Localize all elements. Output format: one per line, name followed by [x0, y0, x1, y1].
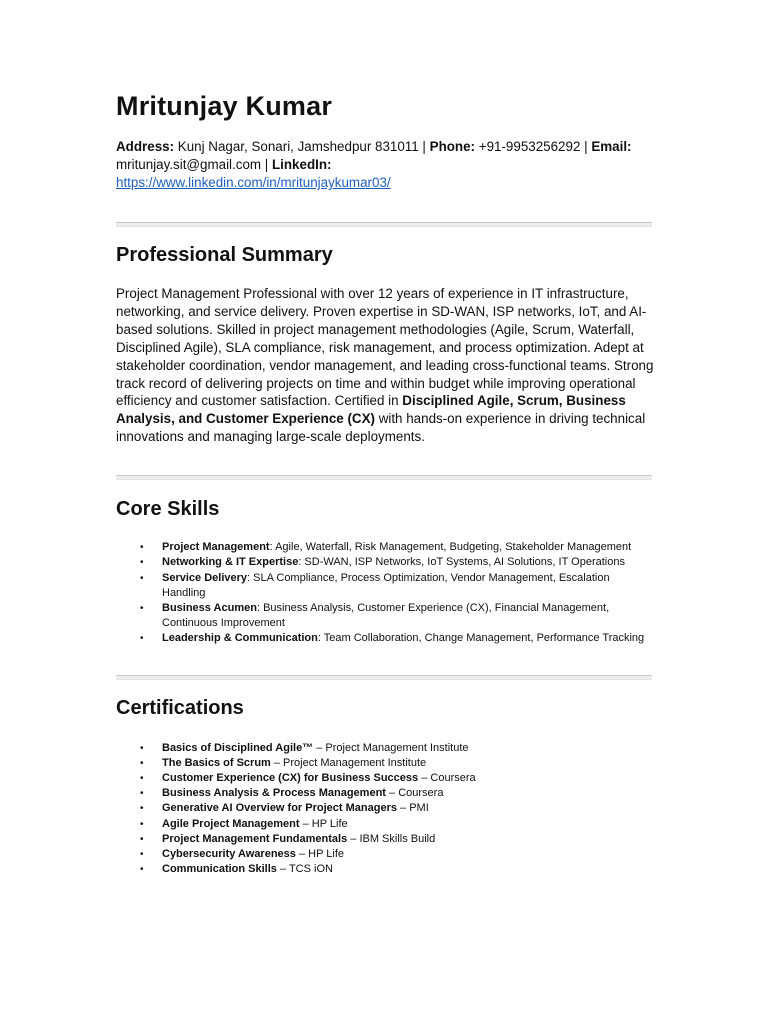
- certification-item: [116, 847, 652, 862]
- certification-item-detail: – Coursera: [385, 787, 444, 800]
- address-label: Address:: [116, 139, 175, 154]
- bullet-icon: •: [140, 602, 144, 614]
- email-value: mritunjay.sit@gmail.com |: [116, 157, 272, 172]
- certification-item: [116, 862, 652, 877]
- certification-item: [116, 771, 652, 786]
- certification-item-detail: – Coursera: [418, 771, 476, 784]
- bullet-icon: •: [140, 633, 144, 645]
- certification-item: [116, 817, 652, 832]
- skill-item-label: Leadership & Communication: [162, 632, 318, 645]
- certification-item-label: Basics of Disciplined Agile™: [162, 741, 314, 754]
- certification-item-detail: – IBM Skills Build: [347, 832, 436, 845]
- certification-item-label: Business Analysis & Process Management: [162, 787, 386, 800]
- skill-item-label: Project Management: [162, 541, 270, 554]
- skill-item-detail: : Business Analysis, Customer Experience (CX), Financial Management, Continuous Improvement: [162, 601, 610, 630]
- email-label: Email:: [591, 139, 632, 154]
- skill-item-detail: : SLA Compliance, Process Optimization, Vendor Management, Escalation Handling: [162, 571, 610, 599]
- certification-item: [116, 786, 652, 801]
- certification-item-label: The Basics of Scrum: [162, 756, 271, 769]
- bullet-icon: •: [140, 772, 144, 784]
- skill-item-label: Business Acumen: [162, 601, 257, 614]
- certification-item: [116, 741, 652, 756]
- certification-item-detail: – Project Management Institute: [313, 741, 469, 754]
- section-divider: [116, 222, 652, 227]
- certification-item-detail: – TCS iON: [276, 863, 333, 876]
- certification-item: [116, 832, 652, 847]
- bullet-icon: •: [140, 757, 144, 769]
- summary-certifications-bold: Disciplined Agile, Scrum, Business Analysis, and Customer Experience (CX): [116, 393, 626, 427]
- resume-content: [116, 88, 652, 877]
- bullet-icon: •: [140, 557, 144, 569]
- certification-item-label: Customer Experience (CX) for Business Success: [162, 771, 419, 784]
- linkedin-label: LinkedIn:: [271, 157, 332, 172]
- candidate-name: Mritunjay Kumar: [116, 91, 333, 121]
- certification-item-label: Agile Project Management: [162, 817, 300, 830]
- summary-text-part: Project Management Professional with over 12 years of experience in IT infrastructure, networking, and service delivery. Proven expertise in SD-WAN, ISP networks, IoT, and AI-based solutions. Skilled in project management methodologies (Agile, Scrum, Waterfall, Disciplined Agile), SLA compliance, risk management, and process optimization. Adept at stakeholder coordination, vendor management, and leading cross-functional teams. Strong track record of delivering projects on time and within budget while improving operational efficiency and customer satisfaction. Certified in: [116, 286, 654, 409]
- certification-item-label: Project Management Fundamentals: [162, 832, 348, 845]
- phone-label: Phone:: [429, 139, 476, 154]
- skill-item-detail: : Agile, Waterfall, Risk Management, Budgeting, Stakeholder Management: [269, 541, 632, 554]
- certification-item-label: Generative AI Overview for Project Managers: [162, 802, 397, 815]
- summary-heading: Professional Summary: [116, 244, 333, 266]
- bullet-icon: •: [140, 833, 144, 845]
- skill-item: [116, 540, 652, 555]
- skill-item: [116, 555, 652, 570]
- bullet-icon: •: [140, 542, 144, 554]
- certification-item: [116, 756, 652, 771]
- certifications-heading: Certifications: [116, 696, 244, 719]
- skill-item-detail: : Team Collaboration, Change Management, Performance Tracking: [317, 632, 645, 645]
- certification-item-label: Communication Skills: [162, 863, 277, 876]
- certification-item: [116, 801, 652, 816]
- contact-info: [116, 138, 656, 192]
- bullet-icon: •: [140, 742, 144, 754]
- certification-item-detail: – HP Life: [299, 817, 348, 830]
- bullet-icon: •: [140, 864, 144, 876]
- certifications-list: [116, 741, 652, 878]
- section-divider: [116, 675, 652, 680]
- bullet-icon: •: [140, 803, 144, 815]
- bullet-icon: •: [140, 572, 144, 584]
- bullet-icon: •: [140, 849, 144, 860]
- skill-item: [116, 571, 652, 601]
- certification-item-detail: – HP Life: [295, 848, 345, 860]
- bullet-icon: •: [140, 818, 144, 830]
- skill-item-label: Service Delivery: [162, 571, 248, 584]
- skills-list: [116, 540, 652, 646]
- address-value: Kunj Nagar, Sonari, Jamshedpur 831011 |: [174, 139, 430, 154]
- certification-item-detail: – Project Management Institute: [270, 756, 427, 769]
- summary-text: [116, 285, 656, 446]
- skill-item-detail: : SD-WAN, ISP Networks, IoT Systems, AI Solutions, IT Operations: [298, 556, 625, 569]
- phone-value: +91-9953256292 |: [475, 139, 592, 154]
- certification-item-detail: – PMI: [396, 802, 429, 815]
- linkedin-link[interactable]: https://www.linkedin.com/in/mritunjaykumar03/: [116, 175, 391, 190]
- section-divider: [116, 475, 652, 480]
- skills-heading: Core Skills: [116, 498, 220, 521]
- skill-item-label: Networking & IT Expertise: [162, 556, 299, 569]
- skill-item: [116, 601, 652, 631]
- summary-text-part: with hands-on experience in driving technical innovations and managing large-scale deployments.: [116, 411, 646, 445]
- skill-item: [116, 631, 652, 646]
- bullet-icon: •: [140, 788, 144, 800]
- certification-item-label: Cybersecurity Awareness: [162, 848, 296, 860]
